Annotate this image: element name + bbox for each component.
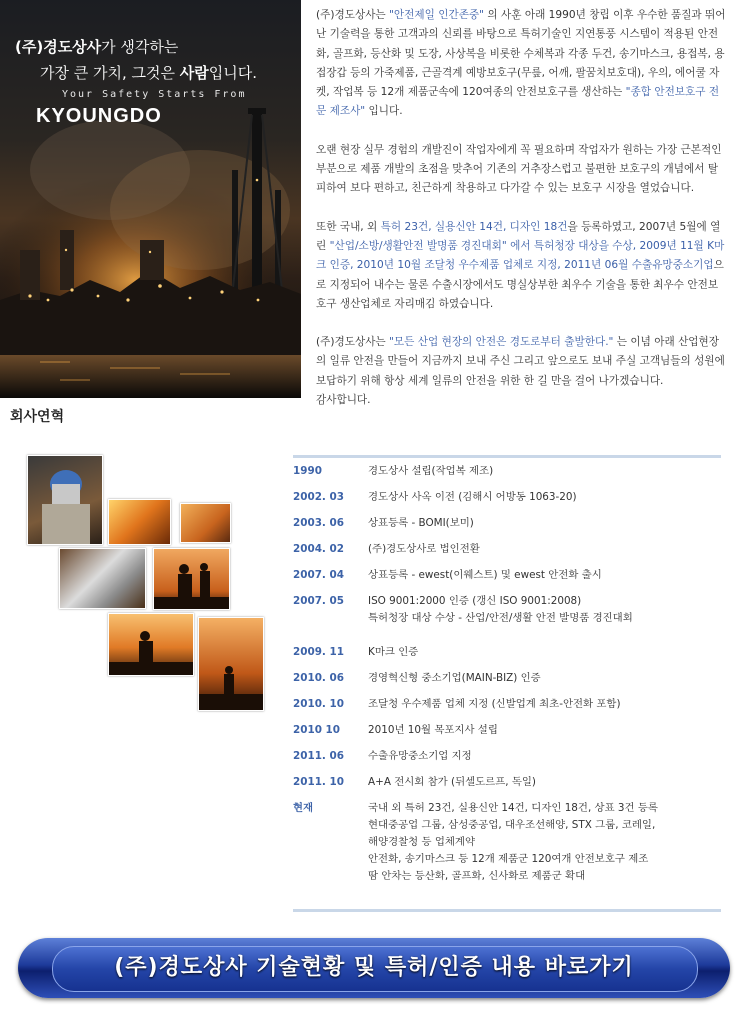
timeline-row: 2010. 06 경영혁신형 중소기업(MAIN-BIZ) 인증 [293,672,541,684]
timeline-row: 2009. 11 K마크 인증 [293,646,419,658]
timeline-row: 2011. 10 A+A 전시회 참가 (뒤셀도르프, 독일) [293,776,536,788]
intro-paragraph-1: (주)경도상사는 "안전제일 인간존중" 의 사훈 아래 1990년 창립 이후 우수한 품질과 뛰어난 기술력을 통한 고객과의 신뢰를 바탕으로 특허기술인 지연통풍 시스템이 적용된 안전화, 골프화, 등산화 및 도장, 사상복을 비롯한 수체복과 각종 두건, 송기마스크, 용접복, 용접장갑 등의 가죽제품, 근골격계 예방보호구(무릎, 어깨, 팔꿈치보호대), 우의, 에어쿨 자켓, 작업복 등 12개 제품군속에 120여종의 안전보호구를 생산하는 "종합 안전보호구 전문 제조사" 입니다. [316,9,726,118]
hero-tagline: Your Safety Starts From [62,89,247,100]
hero-slogan-line-1: (주)경도상사가 생각하는 [15,38,179,56]
photo-protective-suit [59,548,146,609]
timeline-row: 2003. 06 상표등록 - BOMI(보미) [293,517,474,529]
company-intro [316,6,728,429]
photo-workers-silhouette [153,548,230,610]
hero-slogan-line-2: 가장 큰 가치, 그것은 사람입니다. [40,64,257,82]
photo-worker-sunset [108,613,194,676]
timeline-top-rule [293,455,721,458]
history-timeline [293,463,721,894]
intro-paragraph-3: 또한 국내, 외 특허 23건, 실용신안 14건, 디자인 18건을 등록하였고, 2007년 5월에 열린 "산업/소방/생활안전 발명품 경진대회" 에서 특허청장 대상을 수상, 2009년 11월 K마크 인증, 2010년 10월 조달청 우수제품 업체로 지정, 2011년 06월 수출유망중소기업으로 지정되어 내수는 물론 수출시장에서도 명실상부한 최우수 기술을 통한 최우수 안전보호구 생산업체로 자리매김 하였습니다. [316,220,725,310]
intro-paragraph-4: (주)경도상사는 "모든 산업 현장의 안전은 경도로부터 출발한다." 는 이념 아래 산업현장의 일류 안전을 만들어 지금까지 보내 주신 그리고 앞으로도 보내 주실 고객님들의 성원에 보답하기 위해 항상 세계 일류의 안전을 위한 한 길 만을 걸어 나가겠습니다. 감사합니다. [316,336,725,407]
history-section-title: 회사연혁 [10,409,65,425]
banner-label: (주)경도상사 기술현황 및 특허/인증 내용 바로가기 [114,955,634,980]
timeline-row: 1990 경도상사 설립(작업복 제조) [293,465,494,477]
factory-night-illustration [0,0,301,398]
photo-welder-helmet [27,455,103,545]
timeline-row: 2004. 02 (주)경도상사로 법인전환 [293,543,480,555]
hero-image [0,0,301,398]
timeline-bottom-rule [293,909,721,912]
intro-paragraph-2: 오랜 현장 실무 경험의 개발진이 작업자에게 꼭 필요하며 작업자가 원하는 가장 근본적인 부분으로 제품 개발의 초점을 맞추어 기존의 거추장스럽고 불편한 보호구의 개념에서 탈피하여 보다 편하고, 친근하게 착용하고 다가갈 수 있는 보호구 시장을 열었습니다. [316,143,722,195]
timeline-row: 2010. 10 조달청 우수제품 업체 지정 (신발업계 최초-안전화 포함) [293,698,621,710]
timeline-row: 현재 국내 외 특허 23건, 실용신안 14건, 디자인 18건, 상표 3건 등록 현대중공업 그룹, 삼성중공업, 대우조선해양, STX 그룹, 코레일, 해양경찰청 등 업체계약 안전화, 송기마스크 등 12개 제품군 120여개 안전보호구 제조 땀 안차는 등산화, 골프화, 신사화로 제품군 확대 [293,802,658,882]
photo-molten-metal [108,499,171,545]
timeline-row: 2010 10 2010년 10월 목포지사 설립 [293,724,498,736]
hero-brand: KYOUNGDO [36,105,162,127]
timeline-row: 2007. 04 상표등록 - ewest(이웨스트) 및 ewest 안전화 출시 [293,569,602,581]
timeline-row: 2011. 06 수출유망중소기업 지정 [293,750,472,762]
tech-patents-link-button[interactable] [18,938,730,998]
timeline-row: 2002. 03 경도상사 사옥 이전 (김해시 어방동 1063-20) [293,491,577,503]
photo-silhouette-horizon [198,617,264,711]
photo-fire-sparks [180,503,231,543]
timeline-row: 2007. 05 ISO 9001:2000 인증 (갱신 ISO 9001:2008) 특허청장 대상 수상 - 산업/안전/생활 안전 발명품 경진대회 [293,595,633,624]
